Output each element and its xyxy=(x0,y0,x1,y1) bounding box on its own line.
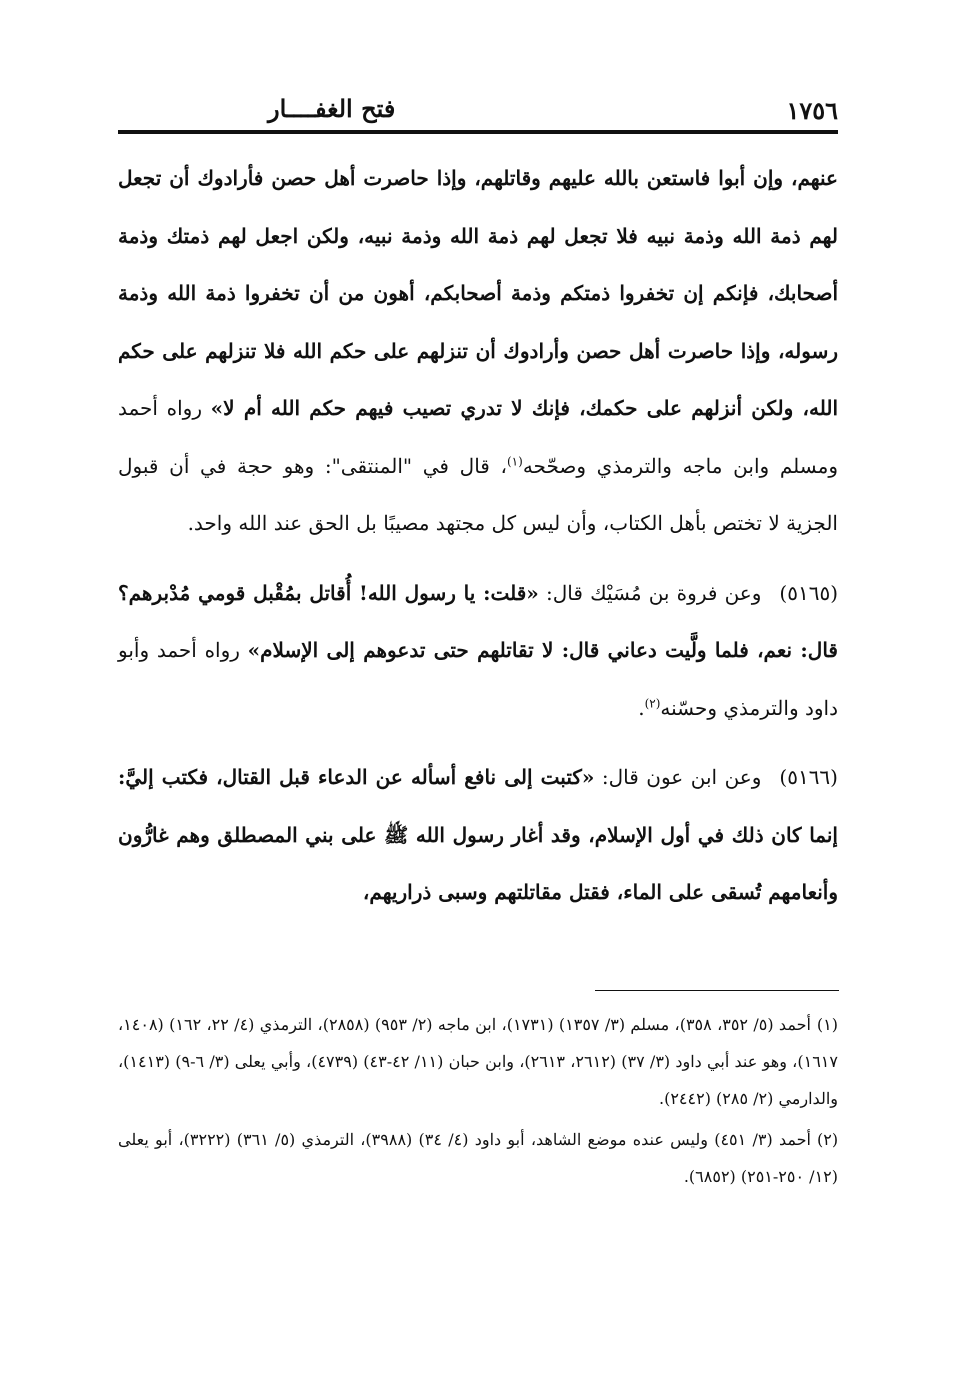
header-rule xyxy=(118,130,838,134)
hadith-text: «كتبت إلى نافع أسأله عن الدعاء قبل القتال، فكتب إليَّ: إنما كان ذلك في أول الإسلام، وقد أغار رسول الله ﷺ على بني المصطلق وهم غارُّون وأنعامهم تُسقى على الماء، فقتل مقاتلتهم وسبى ذراريهم، xyxy=(118,765,838,904)
footnote-text: أحمد (٣/ ٤٥١) وليس عنده موضع الشاهد، أبو داود (٤/ ٣٤) (٣٩٨٨)، الترمذي (٥/ ٣٦١) (٣٢٢٢)، أبو يعلى (١٢/ ٢٥٠-٢٥١) (٦٨٥٢). xyxy=(118,1130,838,1186)
hadith-intro: وعن فروة بن مُسَيْك قال: xyxy=(538,580,762,605)
hadith-source: رواه أحمد ومسلم وابن ماجه والترمذي وصحّحه xyxy=(118,396,838,478)
footnote-ref: (٢) xyxy=(644,695,661,710)
page-header xyxy=(118,92,838,132)
footnote-item xyxy=(118,1121,838,1195)
hadith-source: رواه أحمد وأبو داود والترمذي وحسّنه xyxy=(118,638,838,720)
hadith-text: عنهم، وإن أبوا فاستعن بالله عليهم وقاتلهم، وإذا حاصرت أهل حصن فأرادوك أن تجعل لهم ذمة الله وذمة نبيه فلا تجعل لهم ذمة الله وذمة نبيه، ولكن اجعل لهم ذمتك وذمة أصحابك، فإنكم إن تخفروا ذمتكم وذمة أصحابكم، أهون من أن تخفروا ذمة الله وذمة رسوله، وإذا حاصرت أهل حصن وأرادوك أن تنزلهم على حكم الله فلا تنزلهم على حكم الله، ولكن أنزلهم على حكمك، فإنك لا تدري تصيب فيهم حكم الله أم لا» xyxy=(118,166,838,420)
hadith-paragraph xyxy=(118,749,838,922)
hadith-intro: وعن ابن عون قال: xyxy=(594,765,762,789)
page-number: ١٧٥٦ xyxy=(786,96,838,125)
footnotes xyxy=(118,1006,838,1199)
footnote-number: (١) xyxy=(816,1015,838,1034)
book-title: فتح الغفــــار xyxy=(268,94,396,123)
footnote-rule xyxy=(595,990,839,991)
period: . xyxy=(638,695,645,720)
hadith-number: (٥١٦٦) xyxy=(779,765,838,789)
footnote-text: أحمد (٥/ ٣٥٢، ٣٥٨)، مسلم (٣/ ١٣٥٧) (١٧٣١)، ابن ماجه (٢/ ٩٥٣) (٢٨٥٨)، الترمذي (٤/ ٢٢، ١٦٢) (١٤٠٨، ١٦١٧)، وهو عند أبي داود (٣/ ٣٧) (٢٦١٢، ٢٦١٣)، وابن حبان (١١/ ٤٢-٤٣) (٤٧٣٩)، وأبي يعلى (٣/ ٦-٩) (١٤١٣)، والدارمي (٢/ ٢٨٥) (٢٤٤٢). xyxy=(118,1015,838,1108)
main-text xyxy=(118,150,838,922)
paragraph-continuation xyxy=(118,150,838,553)
commentary-text: ، قال في "المنتقى": وهو حجة في أن قبول الجزية لا تختص بأهل الكتاب، وأن ليس كل مجتهد مصيبًا بل الحق عند الله واحد. xyxy=(118,453,838,535)
footnote-ref: (١) xyxy=(506,453,523,468)
footnote-item xyxy=(118,1006,838,1117)
hadith-paragraph xyxy=(118,565,838,738)
hadith-text: «قلت: يا رسول الله! أُقاتل بمُقْبل قومي مُدْبرهم؟ قال: نعم، فلما ولَّيت دعاني قال: لا تقاتلهم حتى تدعوهم إلى الإسلام» xyxy=(118,580,838,662)
hadith-number: (٥١٦٥) xyxy=(779,580,838,605)
footnote-number: (٢) xyxy=(816,1130,839,1149)
